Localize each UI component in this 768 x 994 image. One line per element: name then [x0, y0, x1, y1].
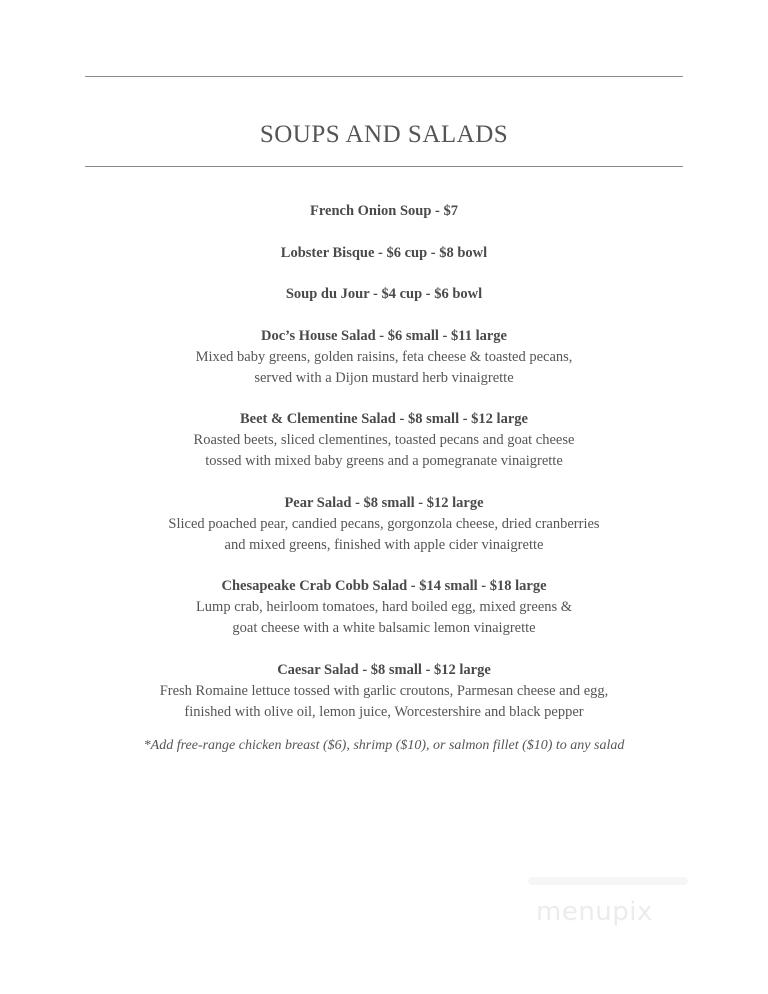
menu-item-description: and mixed greens, finished with apple cider vinaigrette — [224, 536, 544, 553]
menu-item-name: Caesar Salad - $8 small - $12 large — [277, 661, 491, 678]
menu-list — [0, 201, 768, 743]
menu-item-docs-house-salad — [0, 326, 768, 389]
menu-item-description: Mixed baby greens, golden raisins, feta cheese & toasted pecans, — [195, 348, 573, 365]
watermark-logo-text: menupix — [536, 897, 653, 927]
menu-item-name: Chesapeake Crab Cobb Salad - $14 small - $18 large — [221, 578, 547, 594]
menu-item-name: Doc’s House Salad - $6 small - $11 large — [261, 327, 507, 344]
menu-item-description: Fresh Romaine lettuce tossed with garlic croutons, Parmesan cheese and egg, — [159, 682, 609, 699]
menu-item-description: finished with olive oil, lemon juice, Worcestershire and black pepper — [184, 703, 584, 720]
menu-item-description: served with a Dijon mustard herb vinaigrette — [254, 369, 514, 386]
menu-item-crab-cobb-salad — [0, 576, 768, 639]
menu-item-name: Lobster Bisque - $6 cup - $8 bowl — [280, 244, 488, 261]
menu-item-name: Soup du Jour - $4 cup - $6 bowl — [285, 286, 483, 302]
menu-item-lobster-bisque — [0, 243, 768, 264]
menu-item-caesar-salad — [0, 660, 768, 723]
menu-item-name: Pear Salad - $8 small - $12 large — [284, 494, 484, 511]
menu-item-name: Beet & Clementine Salad - $8 small - $12 large — [240, 411, 528, 427]
menu-item-description: tossed with mixed baby greens and a pomegranate vinaigrette — [205, 453, 563, 469]
menu-item-pear-salad — [0, 493, 768, 556]
menu-item-description: Lump crab, heirloom tomatoes, hard boiled egg, mixed greens & — [195, 599, 573, 615]
menu-item-french-onion-soup — [0, 201, 768, 222]
add-protein-note: *Add free-range chicken breast ($6), shrimp ($10), or salmon fillet ($10) to any salad — [143, 738, 625, 753]
menu-item-description: goat cheese with a white balsamic lemon vinaigrette — [232, 620, 536, 636]
menu-item-description: Sliced poached pear, candied pecans, gorgonzola cheese, dried cranberries — [168, 515, 600, 532]
menu-item-name: French Onion Soup - $7 — [310, 203, 458, 219]
menu-item-beet-clementine-salad — [0, 409, 768, 472]
watermark-logo — [534, 895, 684, 931]
bottom-divider — [85, 166, 683, 167]
menu-item-description: Roasted beets, sliced clementines, toasted pecans and goat cheese — [193, 432, 575, 448]
top-divider — [85, 76, 683, 77]
page-title: SOUPS AND SALADS — [259, 120, 509, 148]
watermark-tagline — [528, 874, 688, 888]
menu-item-soup-du-jour — [0, 284, 768, 305]
